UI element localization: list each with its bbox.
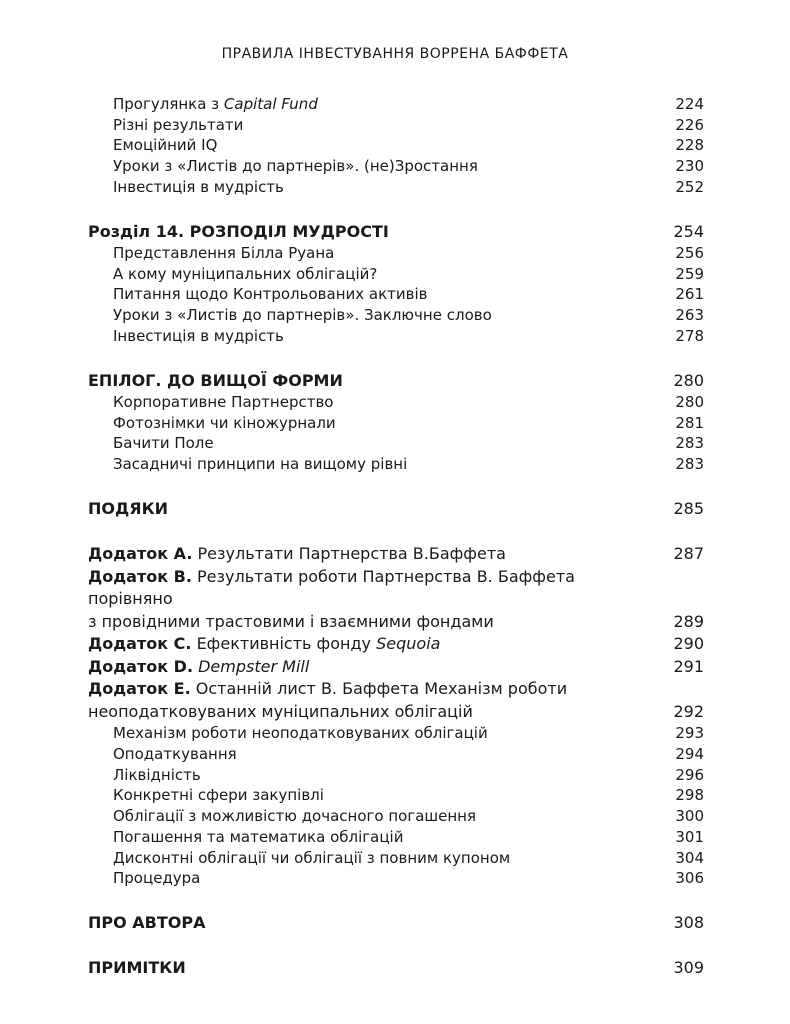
toc-appendix-title: Додаток E. Останній лист В. Баффета Механізм роботи bbox=[88, 679, 568, 699]
toc-entry bbox=[88, 454, 704, 475]
toc-entry bbox=[88, 392, 704, 413]
toc-entry-page: 228 bbox=[675, 136, 704, 155]
toc-entry-page: 224 bbox=[675, 95, 704, 113]
toc-entry-title: Різні результати bbox=[113, 115, 244, 134]
toc-entry-page: 300 bbox=[675, 807, 704, 826]
toc-chapter-title: ПРИМІТКИ bbox=[88, 958, 186, 978]
toc-entry-title: Інвестиція в мудрість bbox=[113, 326, 284, 345]
toc-appendix bbox=[88, 566, 704, 611]
toc-chapter-page: 280 bbox=[673, 370, 704, 390]
toc-entry-page: 294 bbox=[675, 745, 704, 764]
toc-entry-page: 256 bbox=[675, 244, 704, 263]
toc-appendix-page: 291 bbox=[673, 656, 704, 676]
toc-entry-title: Корпоративне Партнерство bbox=[113, 393, 334, 412]
toc-entry bbox=[88, 94, 704, 115]
toc-entry bbox=[88, 243, 704, 264]
toc-entry bbox=[88, 413, 704, 434]
running-head: ПРАВИЛА ІНВЕСТУВАННЯ ВОРРЕНА БАФФЕТА bbox=[221, 46, 569, 62]
toc-chapter-page: 254 bbox=[673, 221, 704, 241]
toc-entry-page: 296 bbox=[675, 765, 704, 784]
toc-entry-title: Фотознімки чи кіножурнали bbox=[113, 413, 336, 432]
toc-appendix-title: Додаток C. Ефективність фонду Sequoia bbox=[88, 634, 441, 654]
toc-chapter bbox=[88, 912, 704, 935]
toc-entry-page: 280 bbox=[675, 393, 704, 412]
toc-entry-page: 298 bbox=[675, 786, 704, 805]
toc-entry-page: 226 bbox=[675, 115, 704, 134]
toc-appendix-continuation bbox=[88, 701, 704, 724]
toc-entry bbox=[88, 868, 704, 889]
toc-entry bbox=[88, 848, 704, 869]
toc-entry-title: Конкретні сфери закупівлі bbox=[113, 786, 324, 805]
toc-appendix-title-cont: неоподатковуваних муніципальних облігацій bbox=[88, 701, 473, 721]
toc-entry bbox=[88, 806, 704, 827]
toc-appendix-title: Додаток D. Dempster Mill bbox=[88, 656, 310, 676]
toc-entry bbox=[88, 156, 704, 177]
toc-entry-title: Ліквідність bbox=[113, 765, 201, 784]
toc-entry-title: Бачити Поле bbox=[113, 434, 214, 453]
toc-appendix-title: Додаток B. Результати роботи Партнерства В. Баффета порівняно bbox=[88, 566, 575, 609]
toc-entry bbox=[88, 284, 704, 305]
toc-entry-page: 281 bbox=[675, 413, 704, 432]
toc-appendix bbox=[88, 656, 704, 679]
toc-entry-title: Представлення Білла Руана bbox=[113, 244, 335, 263]
toc-chapter-title: ПРО АВТОРА bbox=[88, 912, 206, 932]
toc-entry-title: Уроки з «Листів до партнерів». Заключне слово bbox=[113, 306, 492, 325]
toc-entry bbox=[88, 785, 704, 806]
toc-entry-title: Погашення та математика облігацій bbox=[113, 827, 404, 846]
toc-chapter-title: Розділ 14. РОЗПОДІЛ МУДРОСТІ bbox=[88, 221, 389, 241]
toc-entry-page: 301 bbox=[675, 827, 704, 846]
toc-entry-title: Інвестиція в мудрість bbox=[113, 177, 284, 196]
toc-entry bbox=[88, 827, 704, 848]
toc-entry bbox=[88, 433, 704, 454]
toc-appendix-continuation bbox=[88, 611, 704, 634]
toc-entry-page: 261 bbox=[675, 285, 704, 304]
toc-appendix-page: 290 bbox=[673, 634, 704, 654]
toc-entry bbox=[88, 723, 704, 744]
table-of-contents bbox=[88, 94, 704, 980]
toc-entry-title: Уроки з «Листів до партнерів». (не)Зростання bbox=[113, 157, 478, 176]
toc-chapter-page: 285 bbox=[673, 498, 704, 518]
toc-appendix-page: 292 bbox=[673, 701, 704, 721]
toc-entry bbox=[88, 177, 704, 198]
toc-chapter-title: ЕПІЛОГ. ДО ВИЩОЇ ФОРМИ bbox=[88, 370, 343, 390]
toc-entry bbox=[88, 305, 704, 326]
toc-entry-page: 278 bbox=[675, 326, 704, 345]
toc-appendix-title: Додаток A. Результати Партнерства В.Баффета bbox=[88, 544, 506, 564]
toc-appendix bbox=[88, 543, 704, 566]
toc-appendix-page: 289 bbox=[673, 611, 704, 631]
toc-entry-page: 283 bbox=[675, 434, 704, 453]
toc-entry-page: 306 bbox=[675, 869, 704, 888]
toc-entry-title: Процедура bbox=[113, 869, 201, 888]
toc-entry-page: 259 bbox=[675, 264, 704, 283]
toc-appendix-title-cont: з провідними трастовими і взаємними фондами bbox=[88, 611, 494, 631]
toc-entry bbox=[88, 264, 704, 285]
toc-entry-page: 304 bbox=[675, 848, 704, 867]
toc-appendix bbox=[88, 678, 704, 701]
toc-entry-title: Засадничі принципи на вищому рівні bbox=[113, 455, 408, 474]
toc-entry bbox=[88, 326, 704, 347]
toc-entry bbox=[88, 744, 704, 765]
toc-entry-title: А кому муніципальних облігацій? bbox=[113, 264, 378, 283]
toc-entry-title: Оподаткування bbox=[113, 745, 237, 764]
toc-entry-title: Прогулянка з Capital Fund bbox=[113, 95, 318, 113]
toc-entry-page: 283 bbox=[675, 455, 704, 474]
toc-chapter-page: 309 bbox=[673, 958, 704, 978]
toc-chapter bbox=[88, 221, 704, 244]
toc-appendix-page: 287 bbox=[673, 544, 704, 564]
toc-entry bbox=[88, 135, 704, 156]
toc-entry-page: 230 bbox=[675, 157, 704, 176]
toc-chapter bbox=[88, 498, 704, 521]
toc-entry-page: 293 bbox=[675, 724, 704, 743]
toc-entry-title: Емоційний IQ bbox=[113, 136, 218, 155]
toc-appendix bbox=[88, 633, 704, 656]
toc-entry bbox=[88, 115, 704, 136]
toc-entry bbox=[88, 765, 704, 786]
toc-chapter bbox=[88, 370, 704, 393]
toc-entry-title: Облігації з можливістю дочасного погашення bbox=[113, 807, 476, 826]
toc-entry-title: Дисконтні облігації чи облігації з повним купоном bbox=[113, 848, 511, 867]
toc-chapter-title: ПОДЯКИ bbox=[88, 498, 169, 518]
toc-entry-title: Механізм роботи неоподатковуваних облігацій bbox=[113, 724, 488, 743]
toc-entry-page: 252 bbox=[675, 177, 704, 196]
toc-chapter bbox=[88, 957, 704, 980]
toc-chapter-page: 308 bbox=[673, 912, 704, 932]
toc-entry-title: Питання щодо Контрольованих активів bbox=[113, 285, 428, 304]
toc-entry-page: 263 bbox=[675, 306, 704, 325]
